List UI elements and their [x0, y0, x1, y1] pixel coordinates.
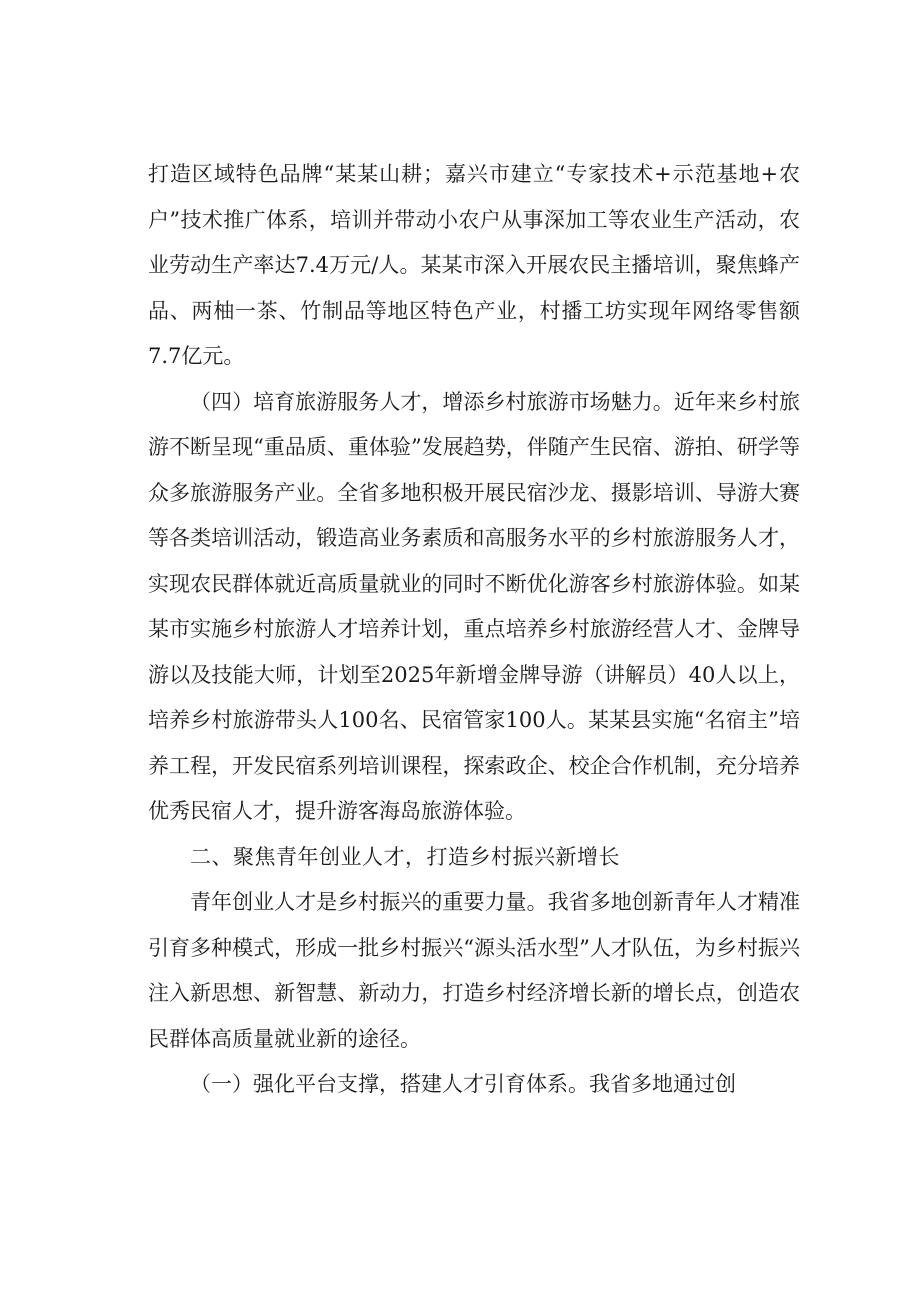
- paragraph-tourism-talent: （四）培育旅游服务人才，增添乡村旅游市场魅力。近年来乡村旅游不断呈现“重品质、重体验”发展趋势，伴随产生民宿、游拍、研学等众多旅游服务产业。全省多地积极开展民宿沙龙、摄影培训、导游大赛等各类培训活动，锻造高业务素质和高服务水平的乡村旅游服务人才，实现农民群体就近高质量就业的同时不断优化游客乡村旅游体验。如某某市实施乡村旅游人才培养计划，重点培养乡村旅游经营人才、金牌导游以及技能大师，计划至2025年新增金牌导游（讲解员）40人以上，培养乡村旅游带头人100名、民宿管家100人。某某县实施“名宿主”培养工程，开发民宿系列培训课程，探索政企、校企合作机制，充分培养优秀民宿人才，提升游客海岛旅游体验。: [148, 389, 800, 823]
- paragraph-platform-support: （一）强化平台支撑，搭建人才引育体系。我省多地通过创: [190, 1072, 736, 1096]
- document-body: [148, 152, 800, 1108]
- paragraph-youth-entrepreneurs: 青年创业人才是乡村振兴的重要力量。我省多地创新青年人才精准引育多种模式，形成一批乡村振兴“源头活水型”人才队伍，为乡村振兴注入新思想、新智慧、新动力，打造乡村经济增长新的增长点，创造农民群体高质量就业新的途径。: [148, 890, 800, 1051]
- paragraph-brand-building: 打造区域特色品牌“某某山耕；嘉兴市建立“专家技术+示范基地+农户”技术推广体系，培训并带动小农户从事深加工等农业生产活动，农业劳动生产率达7.4万元/人。某某市深入开展农民主播培训，聚焦蜂产品、两柚一茶、竹制品等地区特色产业，村播工坊实现年网络零售额7.7亿元。: [148, 162, 800, 368]
- section-heading: 二、聚焦青年创业人才，打造乡村振兴新增长: [190, 844, 620, 869]
